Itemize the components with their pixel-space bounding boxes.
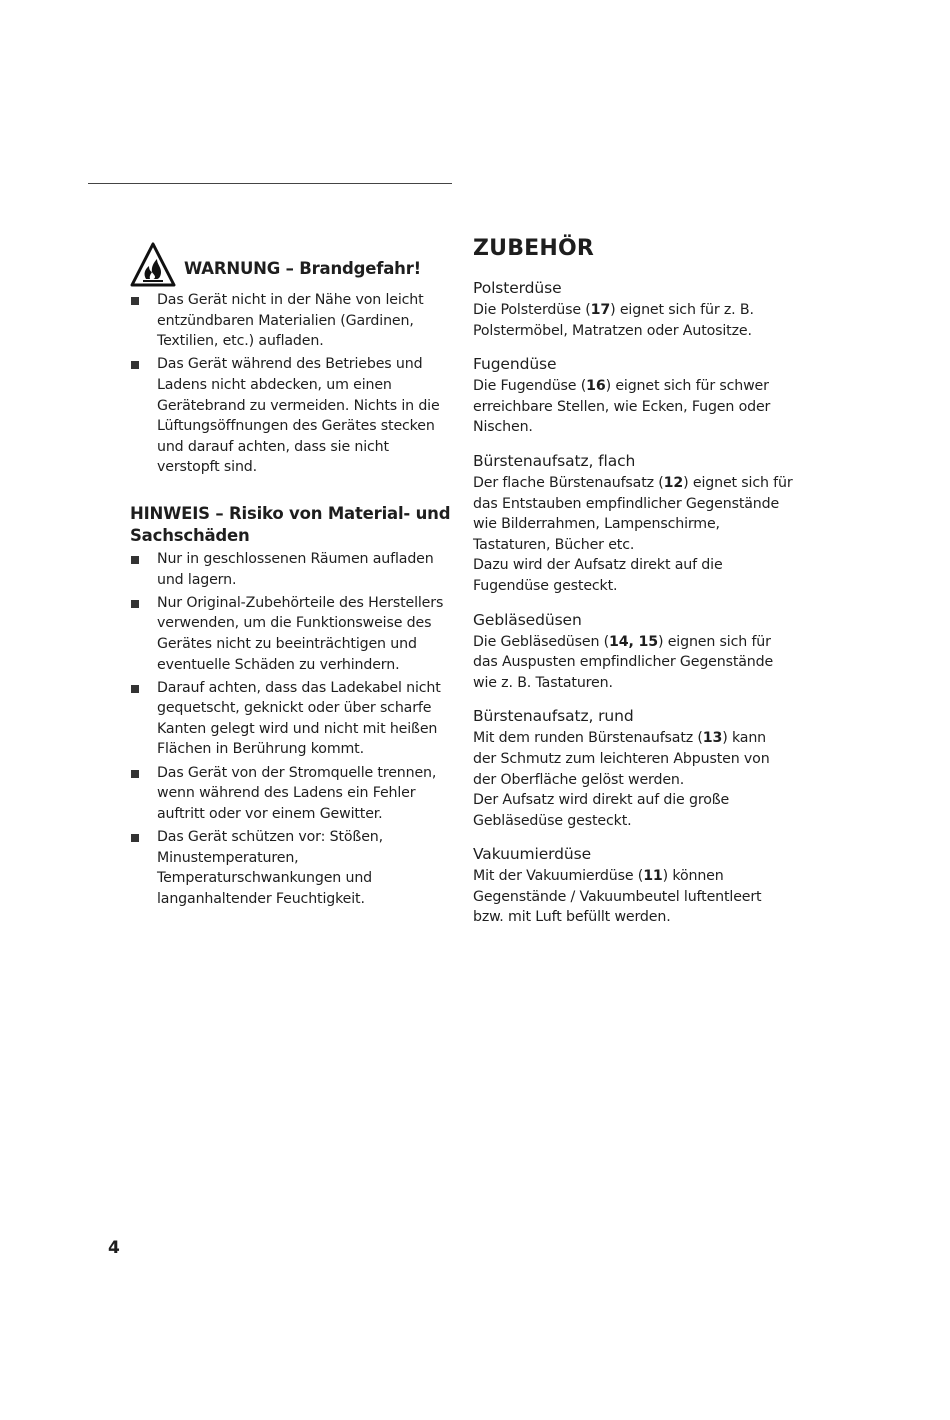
accessory-note: Dazu wird der Aufsatz direkt auf die Fugendüse gesteckt. (473, 557, 723, 594)
list-item: Nur Original-Zubehörteile des Herstellers verwenden, um die Funktionsweise des Gerätes nicht zu beeinträchtigen und eventuelle Schäden zu verhindern. (130, 593, 452, 675)
warning-heading (130, 240, 452, 290)
accessory-vakuumierduese (473, 843, 793, 928)
accessories-column (473, 236, 793, 940)
accessory-name: Vakuumierdüse (473, 845, 592, 864)
accessory-description: Die Gebläsedüsen (14, 15) eignen sich für das Auspusten empfindlicher Gegenstände wie z. B. Tastaturen. (473, 633, 774, 691)
list-item: Das Gerät nicht in der Nähe von leicht entzündbaren Materialien (Gardinen, Textilien, etc.) aufladen. (130, 290, 452, 352)
accessory-description: Mit dem runden Bürstenaufsatz (13) kann der Schmutz zum leichteren Abpusten von der Oberfläche gelöst werden. (473, 730, 770, 788)
accessory-name: Gebläsedüsen (473, 610, 582, 629)
list-item: Darauf achten, dass das Ladekabel nicht gequetscht, geknickt oder über scharfe Kanten gelegt wird und nicht mit heißen Flächen in Berührung kommt. (130, 678, 452, 760)
notice-list (130, 549, 452, 909)
accessory-name: Bürstenaufsatz, flach (473, 451, 636, 470)
accessory-description: Der flache Bürstenaufsatz (12) eignet sich für das Entstauben empfindlicher Gegenstände wie Bilderrahmen, Lampenschirme, Tastaturen, Bücher etc. (473, 474, 793, 553)
square-bullet-icon (131, 297, 139, 305)
accessory-description: Die Polsterdüse (17) eignet sich für z. B. Polstermöbel, Matratzen oder Autositze. (473, 302, 754, 339)
accessory-name: Polsterdüse (473, 279, 562, 297)
accessory-description: Die Fugendüse (16) eignet sich für schwer erreichbare Stellen, wie Ecken, Fugen oder Nischen. (473, 378, 771, 436)
accessory-polsterduese (473, 277, 793, 341)
square-bullet-icon (131, 770, 139, 778)
square-bullet-icon (131, 600, 139, 608)
warning-list (130, 290, 452, 478)
top-rule (88, 183, 452, 184)
warning-title: WARNUNG – Brandgefahr! (184, 258, 421, 278)
flame-warning-icon (130, 242, 176, 288)
accessory-fugenduese (473, 353, 793, 438)
accessory-name: Bürstenaufsatz, rund (473, 707, 634, 726)
safety-column (130, 240, 452, 912)
square-bullet-icon (131, 834, 139, 842)
accessory-description: Mit der Vakuumierdüse (11) können Gegenstände / Vakuumbeutel luftentleert bzw. mit Luft befüllt werden. (473, 868, 762, 926)
list-item: Nur in geschlossenen Räumen aufladen und lagern. (130, 549, 452, 590)
notice-title: HINWEIS – Risiko von Material- und Sachschäden (130, 503, 451, 545)
square-bullet-icon (131, 361, 139, 369)
accessories-title: ZUBEHÖR (473, 236, 595, 261)
page-number: 4 (108, 1238, 120, 1258)
square-bullet-icon (131, 685, 139, 693)
list-item: Das Gerät von der Stromquelle trennen, wenn während des Ladens ein Fehler auftritt oder vor einem Gewitter. (130, 763, 452, 825)
accessory-geblaeseduesen (473, 609, 793, 694)
list-item: Das Gerät schützen vor: Stößen, Minustemperaturen, Temperaturschwankungen und langanhaltender Feuchtigkeit. (130, 827, 452, 909)
square-bullet-icon (131, 556, 139, 564)
list-item: Das Gerät während des Betriebes und Ladens nicht abdecken, um einen Gerätebrand zu vermeiden. Nichts in die Lüftungsöffnungen des Gerätes stecken und darauf achten, dass sie nicht verstopft sind. (130, 354, 452, 478)
accessory-buerstenaufsatz-flach (473, 450, 793, 597)
accessory-buerstenaufsatz-rund (473, 705, 793, 831)
accessory-name: Fugendüse (473, 355, 557, 374)
accessory-note: Der Aufsatz wird direkt auf die große Gebläsedüse gesteckt. (473, 792, 730, 829)
